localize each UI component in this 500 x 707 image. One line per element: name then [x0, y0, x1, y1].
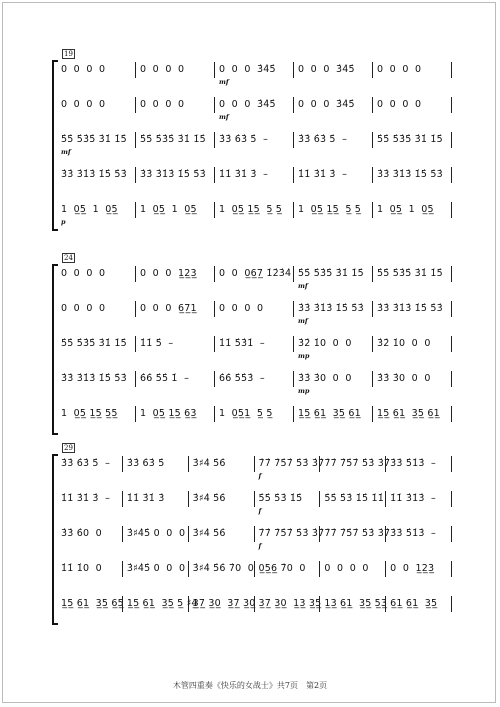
staff-line: [57, 402, 452, 432]
bar-line: [135, 167, 136, 183]
bar-line: [385, 526, 386, 542]
bar-line: [293, 371, 294, 387]
bar-line: [254, 491, 255, 507]
bar-line: [122, 526, 123, 542]
bar-line: [135, 132, 136, 148]
measure-notes: 3̇3̇ 3̇1̇3̇ 1̇5̇ 5̇3̇: [140, 169, 206, 180]
measure-notes: 3̇3̇ 3̇0 0 0: [298, 373, 352, 384]
bar-line: [372, 301, 373, 317]
measure-notes: 1 0̲5̲1̲ 5̲ 5̲: [219, 408, 273, 419]
bar-line: [188, 596, 189, 612]
measure-notes: 1̲5̲ 6̲1̲ 3̲5̲ 6̲1̲: [298, 408, 361, 419]
dynamic-marking: mf: [298, 282, 308, 290]
measure-notes: 1 0̲5̲ 1 0̲5̲: [61, 204, 118, 215]
bar-line: [135, 97, 136, 113]
dynamic-marking: p: [61, 218, 66, 226]
bar-line: [214, 132, 215, 148]
measure-notes: 7̇7̇ 7̇5̇7̇ 5̇3̇ 3̇7̇: [324, 528, 391, 539]
bar-line: [293, 132, 294, 148]
staff-line: [57, 58, 452, 88]
bar-line: [214, 406, 215, 422]
measure-notes: 3̲7̲ 3̲0̲ 3̲7̲ 3̲0̲: [192, 598, 256, 609]
bar-line: [451, 336, 452, 352]
measure-notes: 3̇3̇ 5̇1̇3̇ –: [390, 528, 436, 539]
measure-notes: 0 0 0 0: [61, 99, 106, 110]
dynamic-marking: mf: [219, 78, 229, 86]
bar-line: [451, 132, 452, 148]
measure-notes: 0 0 0 3̇4̇5̇: [219, 99, 276, 110]
measure-notes: 3̇3̇ 6̇3̇ 5̇ –: [219, 134, 269, 145]
measure-notes: 3̇♯4̇5̇ 0 0 0: [126, 528, 186, 539]
measure-notes: 3̇3̇ 3̇1̇3̇ 1̇5̇ 5̇3̇: [61, 373, 127, 384]
measure-notes: 1̲3̲ 6̲1̲ 3̲5̲ 5̲3̲: [324, 598, 388, 609]
staff-line: [57, 592, 452, 622]
measure-notes: 1̇1̇ 3̇1̇ 3̇ –: [298, 169, 348, 180]
bar-line: [293, 167, 294, 183]
measure-notes: 1 0̲5̲ 1 0̲5̲: [377, 204, 434, 215]
bar-line: [135, 371, 136, 387]
bar-line: [372, 202, 373, 218]
bar-line: [451, 62, 452, 78]
bar-line: [214, 266, 215, 282]
measure-notes: 5̇5̇ 5̇3̇ 1̇5̇: [258, 493, 303, 504]
measure-notes: 1̇1̇ 3̇1̇ 3̇ –: [61, 493, 111, 504]
measure-notes: 6̇6̇ 5̇5̇ 1̇ –: [140, 373, 190, 384]
bar-line: [372, 167, 373, 183]
measure-notes: 3̇3̇ 6̇3̇ 5̇: [126, 458, 165, 469]
bar-line: [385, 491, 386, 507]
measure-notes: 1 0̲5̲ 1̲5̲ 5̲ 5̲: [219, 204, 283, 215]
measure-notes: 3̇♯4̇ 5̇6̇: [192, 528, 226, 539]
measure-notes: 1 0̲5̲ 1̲5̲ 5̲5̲: [61, 408, 118, 419]
bar-line: [188, 561, 189, 577]
dynamic-marking: mf: [219, 113, 229, 121]
bar-line: [319, 491, 320, 507]
measure-notes: 3̇3̇ 6̇3̇ 5̇ –: [298, 134, 348, 145]
measure-notes: 7̇7̇ 7̇5̇7̇ 5̇3̇ 3̇7̇: [258, 458, 325, 469]
measure-notes: 0 0 0 3̇4̇5̇: [298, 64, 355, 75]
bar-line: [451, 456, 452, 472]
bar-line: [451, 202, 452, 218]
measure-notes: 3̇3̇ 6̇0 0: [61, 528, 102, 539]
measure-notes: 3̇3̇ 3̇1̇3̇ 1̇5̇ 5̇3̇: [377, 169, 443, 180]
bar-line: [372, 97, 373, 113]
measure-notes: 3̇♯4̇ 5̇6̇: [192, 458, 226, 469]
measure-notes: 1̇1̇ 1̇0 0: [61, 563, 102, 574]
measure-notes: 3̇3̇ 3̇0 0 0: [377, 373, 431, 384]
dynamic-marking: mp: [298, 387, 310, 395]
bar-line: [122, 456, 123, 472]
dynamic-marking: mp: [298, 352, 310, 360]
bar-line: [372, 406, 373, 422]
staff-line: [57, 557, 452, 587]
bar-line: [293, 202, 294, 218]
measure-notes: 0 0 0̲6̲7̲ 1̇2̇3̇4̇: [219, 268, 292, 279]
bar-line: [122, 596, 123, 612]
staff-line: [57, 487, 452, 517]
dynamic-marking: f: [258, 472, 262, 480]
measure-notes: 1̇1̇ 3̇1̇3̇ –: [390, 493, 436, 504]
measure-notes: 3̲7̲ 3̲0̲ 1̲3̲ 3̲5̲: [258, 598, 322, 609]
measure-notes: 5̇5̇ 5̇3̇5̇ 3̇1̇ 1̇5̇: [61, 134, 127, 145]
measure-notes: 0 0 0 3̇4̇5̇: [219, 64, 276, 75]
bar-line: [451, 561, 452, 577]
measure-notes: 1̇1̇ 3̇1̇ 3̇ –: [219, 169, 269, 180]
measure-notes: 0 0 0 0: [324, 563, 369, 574]
measure-number: 29: [64, 444, 73, 452]
measure-notes: 3̇2̇ 1̇0 0 0: [298, 338, 352, 349]
measure-notes: 1̲5̲ 6̲1̲ 3̲5̲ 6̲1̲: [377, 408, 440, 419]
bar-line: [451, 266, 452, 282]
bar-line: [451, 97, 452, 113]
measure-notes: 1̇1̇ 5̇3̇1̇ –: [219, 338, 265, 349]
bar-line: [254, 561, 255, 577]
bar-line: [319, 596, 320, 612]
score-system: [0, 50, 500, 233]
bar-line: [319, 561, 320, 577]
bar-line: [214, 97, 215, 113]
staff-line: [57, 332, 452, 362]
bar-line: [122, 491, 123, 507]
bar-line: [254, 596, 255, 612]
bar-line: [451, 491, 452, 507]
bar-line: [451, 596, 452, 612]
bar-line: [451, 371, 452, 387]
measure-notes: 5̇5̇ 5̇3̇5̇ 3̇1̇ 1̇5̇: [61, 338, 127, 349]
measure-notes: 0 0 0 0: [377, 64, 422, 75]
measure-notes: 7̇7̇ 7̇5̇7̇ 5̇3̇ 3̇7̇: [324, 458, 391, 469]
bar-line: [293, 301, 294, 317]
dynamic-marking: mf: [61, 148, 71, 156]
page-footer: 木管四重奏《快乐的女战士》共7页 第2页: [172, 681, 328, 690]
bar-line: [214, 336, 215, 352]
measure-notes: 0 0 0 0: [61, 268, 106, 279]
bar-line: [372, 336, 373, 352]
measure-notes: 1 0̲5̲ 1̲5̲ 5̲ 5̲: [298, 204, 362, 215]
bar-line: [122, 561, 123, 577]
measure-notes: 3̇3̇ 3̇1̇3̇ 1̇5̇ 5̇3̇: [298, 303, 364, 314]
staff-line: [57, 297, 452, 327]
bar-line: [214, 371, 215, 387]
bar-line: [385, 596, 386, 612]
measure-notes: 3̇3̇ 3̇1̇3̇ 1̇5̇ 5̇3̇: [61, 169, 127, 180]
measure-notes: 0̲5̲6̲ 7̇0 0: [258, 563, 306, 574]
measure-notes: 3̇2̇ 1̇0 0 0: [377, 338, 431, 349]
bar-line: [188, 491, 189, 507]
measure-notes: 5̇5̇ 5̇3̇5̇ 3̇1̇ 1̇5̇: [377, 134, 443, 145]
measure-number: 24: [64, 254, 73, 262]
bar-line: [254, 456, 255, 472]
measure-notes: 0 0 0 0: [61, 303, 106, 314]
staff-line: [57, 262, 452, 292]
bar-line: [135, 62, 136, 78]
bar-line: [188, 456, 189, 472]
measure-notes: 3̇♯4̇ 5̇6̇ 7̇0 0: [192, 563, 255, 574]
measure-notes: 7̇7̇ 7̇5̇7̇ 5̇3̇ 3̇7̇: [258, 528, 325, 539]
bar-line: [214, 62, 215, 78]
bar-line: [385, 561, 386, 577]
measure-notes: 5̇5̇ 5̇3̇5̇ 3̇1̇ 1̇5̇: [298, 268, 364, 279]
measure-notes: 0 0 0 0: [140, 99, 185, 110]
dynamic-marking: f: [258, 542, 262, 550]
measure-notes: 6̇6̇ 5̇5̇3̇ –: [219, 373, 265, 384]
bar-line: [372, 371, 373, 387]
score-system: [0, 254, 500, 437]
bar-line: [293, 336, 294, 352]
bar-line: [319, 456, 320, 472]
staff-line: [57, 163, 452, 193]
bar-line: [135, 336, 136, 352]
bar-line: [319, 526, 320, 542]
measure-notes: 3̇♯4̇ 5̇6̇: [192, 493, 226, 504]
measure-notes: 3̇3̇ 6̇3̇ 5̇ –: [61, 458, 111, 469]
bar-line: [135, 202, 136, 218]
measure-notes: 1̇1̇ 3̇1̇ 3̇: [126, 493, 165, 504]
staff-line: [57, 452, 452, 482]
dynamic-marking: mf: [298, 317, 308, 325]
bar-line: [451, 526, 452, 542]
dynamic-marking: f: [258, 507, 262, 515]
bar-line: [135, 406, 136, 422]
bar-line: [214, 301, 215, 317]
bar-line: [214, 202, 215, 218]
measure-notes: 1̲5̲ 6̲1̲ 3̲5̲ 6̲5̲: [61, 598, 124, 609]
measure-notes: 1 0̲5̲ 1 0̲5̲: [140, 204, 197, 215]
measure-notes: 3̇♯4̇5̇ 0 0 0: [126, 563, 186, 574]
measure-notes: 0 0 0 6̲7̲1̲: [140, 303, 197, 314]
measure-notes: 3̇3̇ 5̇1̇3̇ –: [390, 458, 436, 469]
measure-notes: 5̇5̇ 5̇3̇ 1̇5̇ 1̇1̇: [324, 493, 384, 504]
measure-notes: 3̇3̇ 3̇1̇3̇ 1̇5̇ 5̇3̇: [377, 303, 443, 314]
measure-notes: 5̇5̇ 5̇3̇5̇ 3̇1̇ 1̇5̇: [140, 134, 206, 145]
bar-line: [451, 301, 452, 317]
measure-notes: 0 0 0 3̇4̇5̇: [298, 99, 355, 110]
bar-line: [293, 266, 294, 282]
staff-line: [57, 198, 452, 228]
bar-line: [451, 406, 452, 422]
measure-notes: 0 0 0 0: [140, 64, 185, 75]
measure-notes: 1̇1̇ 5̇ –: [140, 338, 174, 349]
staff-line: [57, 367, 452, 397]
bar-line: [293, 97, 294, 113]
measure-notes: 0 0 1̲2̲3̲: [390, 563, 435, 574]
bar-line: [372, 266, 373, 282]
measure-notes: 0 0 0 0: [377, 99, 422, 110]
bar-line: [135, 301, 136, 317]
measure-notes: 1̲5̲ 6̲1̲ 3̲5̲ 5̲ ♯4̲: [126, 598, 198, 609]
bar-line: [451, 167, 452, 183]
measure-notes: 5̇5̇ 5̇3̇5̇ 3̇1̇ 1̇5̇: [377, 268, 443, 279]
bar-line: [293, 406, 294, 422]
measure-notes: 1 0̲5̲ 1̲5̲ 6̲3̲: [140, 408, 197, 419]
staff-line: [57, 93, 452, 123]
measure-number: 19: [64, 50, 73, 58]
measure-notes: 0 0 0 0: [219, 303, 264, 314]
bar-line: [254, 526, 255, 542]
measure-notes: 0 0 0 1̲2̲3̲: [140, 268, 197, 279]
bar-line: [214, 167, 215, 183]
staff-line: [57, 128, 452, 158]
bar-line: [372, 62, 373, 78]
bar-line: [372, 132, 373, 148]
bar-line: [135, 266, 136, 282]
bar-line: [188, 526, 189, 542]
bar-line: [293, 62, 294, 78]
bar-line: [385, 456, 386, 472]
measure-notes: 6̲1̲ 6̲1̲ 3̲5̲: [390, 598, 438, 609]
measure-notes: 0 0 0 0: [61, 64, 106, 75]
score-system: [0, 444, 500, 627]
staff-line: [57, 522, 452, 552]
